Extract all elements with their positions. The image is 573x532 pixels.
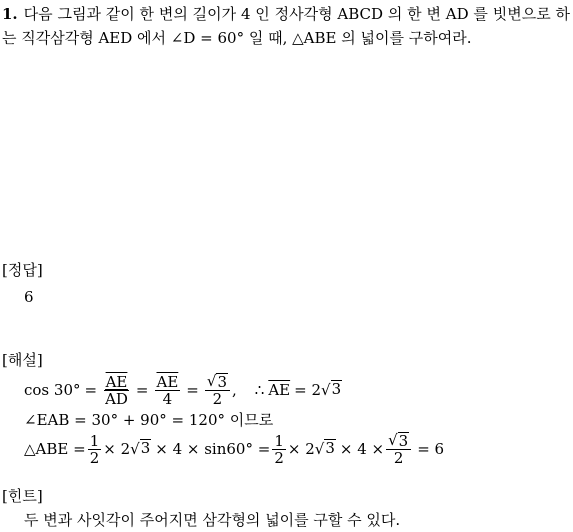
equals-sign: =: [84, 381, 98, 399]
area-lhs: △ABE =: [24, 440, 86, 458]
explanation-line-1: cos 30° = $\frac{\overline{AE}}{AD}$ = $\frac{\overline{AE}}{4}$ = √ 3 2 , ∴ $\overline{AE}$ = 2 √ 3: [24, 372, 342, 408]
fraction-sqrt3-2: √ 3 2: [386, 432, 411, 466]
numerator: [205, 373, 230, 391]
sqrt: √ 3: [206, 372, 227, 391]
cos-expression: cos 30°: [24, 381, 81, 399]
explanation-label: [해설]: [2, 351, 43, 369]
numerator: $\overline{AE}$: [156, 372, 179, 391]
area-result: = 6: [417, 440, 445, 458]
fraction-half: $\frac{1}{2}$: [89, 431, 100, 467]
fraction-sqrt3-2: [205, 373, 230, 407]
fraction-half: $\frac{1}{2}$: [274, 431, 284, 467]
explanation-line-3: △ABE = $\frac{1}{2}$ × 2 √ 3 × 4 × sin60° = $\frac{1}{2}$ × 2 √ 3 × 4 × √ 3 2 = 6: [24, 431, 445, 467]
hint-label: [힌트]: [2, 487, 43, 505]
sqrt: √ 3: [321, 380, 342, 399]
equals-sign: =: [135, 381, 149, 399]
explanation-line-2: ∠EAB = 30° + 90° = 120° 이므로: [24, 411, 274, 429]
sqrt: √ 3: [388, 431, 409, 450]
answer-value: 6: [24, 288, 34, 306]
fraction-ae-ad: [103, 374, 130, 407]
denominator: 4: [162, 389, 173, 408]
therefore-symbol: ∴: [254, 381, 265, 399]
denominator: 2: [212, 390, 223, 408]
sqrt: √ 3: [130, 439, 151, 458]
hint-text: 두 변과 사잇각이 주어지면 삼각형의 넓이를 구할 수 있다.: [24, 511, 401, 529]
radical-sign-icon: √: [206, 372, 217, 390]
radical-sign-icon: √: [314, 440, 325, 458]
sqrt: √ 3: [314, 439, 335, 458]
radical-sign-icon: √: [321, 381, 331, 399]
denominator: AD: [105, 389, 128, 408]
problem-statement: [2, 2, 570, 50]
equals-sign: =: [186, 381, 199, 399]
problem-number: 1.: [2, 5, 18, 23]
problem-text: 다음 그림과 같이 한 변의 길이가 4 인 정사각형 ABCD 의 한 변 AD 를 빗변으로 하는 직각삼각형 AED 에서 ∠D = 60° 일 때, △ABE 의 넓이를 구하여라.: [2, 5, 570, 47]
radical-sign-icon: √: [388, 431, 398, 449]
ae-value: = 2: [294, 381, 321, 399]
fraction-ae-4: [155, 374, 181, 407]
ae-segment: $\overline{AE}$: [268, 381, 291, 399]
numerator: $\overline{AE}$: [105, 372, 128, 391]
radical-sign-icon: √: [130, 440, 140, 458]
answer-label: [정답]: [2, 261, 43, 279]
